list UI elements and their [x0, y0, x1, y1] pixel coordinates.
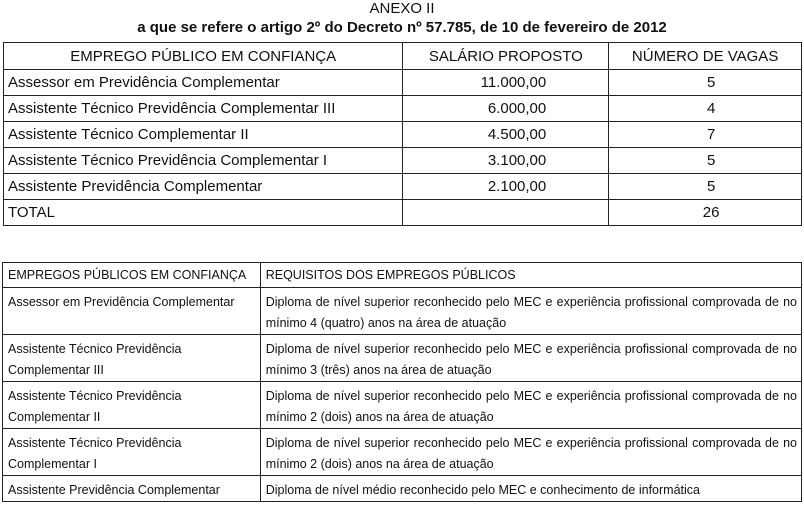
requirements-table	[2, 262, 802, 502]
column-header-requisitos: REQUISITOS DOS EMPREGOS PÚBLICOS	[260, 263, 801, 288]
vagas-cell: 5	[609, 174, 802, 200]
total-row	[4, 200, 802, 226]
column-header-salario: SALÁRIO PROPOSTO	[403, 43, 609, 70]
vagas-cell: 5	[609, 70, 802, 96]
table-row	[3, 335, 802, 382]
salario-cell: 4.500,00	[403, 122, 609, 148]
salario-cell: 2.100,00	[403, 174, 609, 200]
emprego-cell: Assistente Técnico Previdência Complementar III	[4, 96, 403, 122]
requisito-cell: Diploma de nível superior reconhecido pelo MEC e experiência profissional comprovada de no mínimo 4 (quatro) anos na área de atuação	[260, 288, 801, 335]
table-row	[3, 429, 802, 476]
vagas-cell: 4	[609, 96, 802, 122]
salario-cell: 11.000,00	[403, 70, 609, 96]
table-row	[4, 122, 802, 148]
emprego-cell: Assistente Técnico Complementar II	[4, 122, 403, 148]
table-header-row	[3, 263, 802, 288]
annex-subtitle: a que se refere o artigo 2º do Decreto nº 57.785, de 10 de fevereiro de 2012	[137, 19, 667, 36]
salary-vacancies-table	[3, 42, 802, 226]
annex-title: ANEXO II	[369, 0, 435, 17]
total-label: TOTAL	[4, 200, 403, 226]
vagas-cell: 7	[609, 122, 802, 148]
requisito-cell: Diploma de nível médio reconhecido pelo MEC e conhecimento de informática	[260, 476, 801, 502]
total-vagas-cell: 26	[609, 200, 802, 226]
emprego-cell: Assessor em Previdência Complementar	[3, 288, 261, 335]
table-row	[4, 174, 802, 200]
requisito-cell: Diploma de nível superior reconhecido pelo MEC e experiência profissional comprovada de no mínimo 3 (três) anos na área de atuação	[260, 335, 801, 382]
emprego-cell: Assistente Previdência Complementar	[4, 174, 403, 200]
table-header-row	[4, 43, 802, 70]
table-row	[3, 288, 802, 335]
requisito-cell: Diploma de nível superior reconhecido pelo MEC e experiência profissional comprovada de no mínimo 2 (dois) anos na área de atuação	[260, 382, 801, 429]
column-header-emprego: EMPREGO PÚBLICO EM CONFIANÇA	[4, 43, 403, 70]
emprego-cell: Assistente Técnico Previdência Complementar II	[3, 382, 261, 429]
salario-cell: 3.100,00	[403, 148, 609, 174]
table-row	[3, 476, 802, 502]
emprego-cell: Assistente Técnico Previdência Complementar III	[3, 335, 261, 382]
total-salario-cell	[403, 200, 609, 226]
column-header-empregos: EMPREGOS PÚBLICOS EM CONFIANÇA	[3, 263, 261, 288]
requisito-cell: Diploma de nível superior reconhecido pelo MEC e experiência profissional comprovada de no mínimo 2 (dois) anos na área de atuação	[260, 429, 801, 476]
column-header-vagas: NÚMERO DE VAGAS	[609, 43, 802, 70]
emprego-cell: Assessor em Previdência Complementar	[4, 70, 403, 96]
emprego-cell: Assistente Técnico Previdência Complementar I	[4, 148, 403, 174]
table-row	[4, 96, 802, 122]
salario-cell: 6.000,00	[403, 96, 609, 122]
emprego-cell: Assistente Previdência Complementar	[3, 476, 261, 502]
table-row	[4, 70, 802, 96]
emprego-cell: Assistente Técnico Previdência Complementar I	[3, 429, 261, 476]
vagas-cell: 5	[609, 148, 802, 174]
table-row	[3, 382, 802, 429]
table-row	[4, 148, 802, 174]
